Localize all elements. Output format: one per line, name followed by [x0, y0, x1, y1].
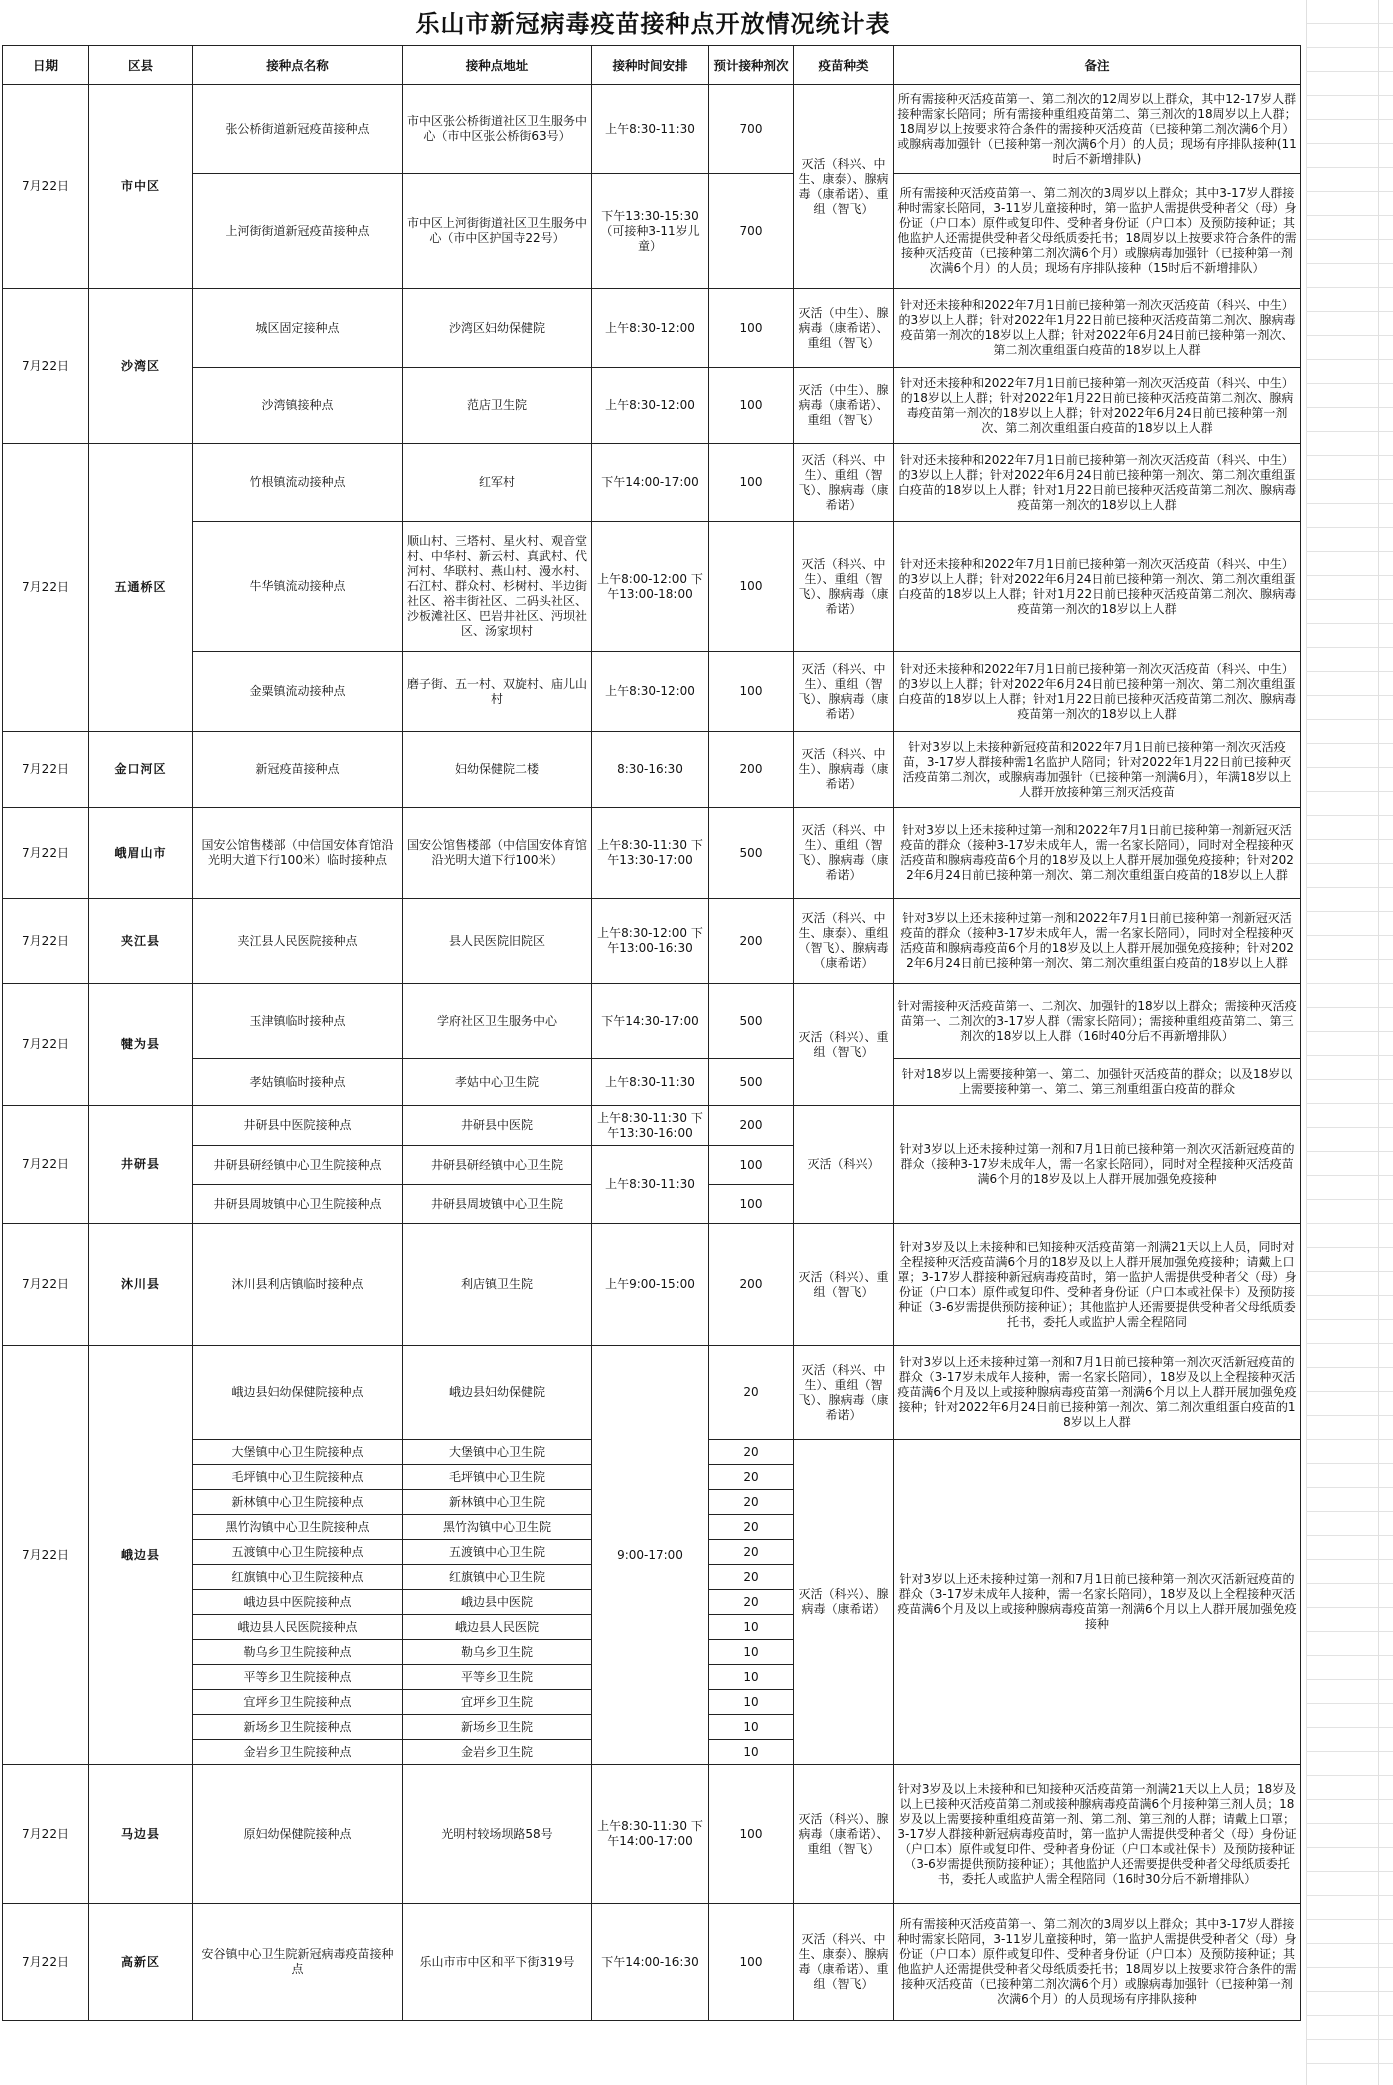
- doses-cell: 100: [709, 444, 794, 522]
- site-address-cell: 妇幼保健院二楼: [403, 732, 592, 808]
- header-date: 日期: [3, 46, 89, 85]
- header-time: 接种时间安排: [592, 46, 709, 85]
- doses-cell: 500: [709, 984, 794, 1059]
- time-cell: 上午8:30-12:00: [592, 289, 709, 368]
- vaccine-type-cell: 灭活（科兴、中生）、重组（智飞）、腺病毒（康希诺）: [794, 652, 894, 732]
- note-cell: 所有需接种灭活疫苗第一、第二剂次的12周岁以上群众，其中12-17岁人群接种需家长陪同；所有需接种重组疫苗第二、第三剂次的18周岁以上人群；18周岁以上按要求符合条件的需接种灭活疫苗（已接种第二剂次满6个月）或腺病毒加强针（已接种第一剂次满6个月）的人员；现场有序排队接种(11时后不新增排队): [894, 85, 1301, 174]
- site-name-cell: 原妇幼保健院接种点: [193, 1765, 403, 1904]
- table-row: [3, 1346, 1301, 1440]
- site-name-cell: 金岩乡卫生院接种点: [193, 1740, 403, 1765]
- site-address-cell: 峨边县人民医院: [403, 1615, 592, 1640]
- time-cell: 上午8:30-12:00: [592, 652, 709, 732]
- table-row: [3, 289, 1301, 368]
- table-row: [3, 652, 1301, 732]
- site-name-cell: 峨边县人民医院接种点: [193, 1615, 403, 1640]
- vaccine-type-cell: 灭活（科兴、中生）、重组（智飞）、腺病毒（康希诺）: [794, 808, 894, 899]
- doses-cell: 10: [709, 1690, 794, 1715]
- vaccine-type-cell: 灭活（中生）、腺病毒（康希诺）、重组（智飞）: [794, 368, 894, 444]
- vaccine-type-cell: 灭活（科兴、中生、康泰）、腺病毒（康希诺）、重组（智飞）: [794, 85, 894, 289]
- site-address-cell: 大堡镇中心卫生院: [403, 1440, 592, 1465]
- doses-cell: 200: [709, 899, 794, 984]
- site-address-cell: 沙湾区妇幼保健院: [403, 289, 592, 368]
- doses-cell: 10: [709, 1640, 794, 1665]
- site-address-cell: 新场乡卫生院: [403, 1715, 592, 1740]
- county-cell: 五通桥区: [89, 444, 193, 732]
- site-address-cell: 峨边县妇幼保健院: [403, 1346, 592, 1440]
- time-cell: 上午8:30-11:30 下午13:30-16:00: [592, 1106, 709, 1146]
- note-cell: 针对3岁以上未接种新冠疫苗和2022年7月1日前已接种第一剂次灭活疫苗，3-17岁人群接种需1名监护人陪同；针对2022年1月22日前已接种灭活疫苗第二剂次，或腺病毒加强针（已接种第一剂满6月），年满18岁以上人群开放接种第三剂灭活疫苗: [894, 732, 1301, 808]
- site-address-cell: 利店镇卫生院: [403, 1224, 592, 1346]
- site-name-cell: 红旗镇中心卫生院接种点: [193, 1565, 403, 1590]
- county-cell: 金口河区: [89, 732, 193, 808]
- header-site-name: 接种点名称: [193, 46, 403, 85]
- site-address-cell: 范店卫生院: [403, 368, 592, 444]
- time-cell: 下午14:00-16:30: [592, 1904, 709, 2021]
- note-cell: 针对3岁以上还未接种过第一剂和7月1日前已接种第一剂次灭活新冠疫苗的群众（3-17岁未成年人接种，需一名家长陪同），18岁及以上全程接种灭活疫苗满6个月及以上或接种腺病毒疫苗第一剂满6个月以上人群开展加强免疫接种；针对2022年6月24日前已接种第一剂次、第二剂次重组蛋白疫苗的18岁以上人群: [894, 1346, 1301, 1440]
- site-address-cell: 国安公馆售楼部（中信国安体育馆沿光明大道下行100米）: [403, 808, 592, 899]
- grid-line: [1378, 0, 1379, 2085]
- note-cell: 针对还未接种和2022年7月1日前已接种第一剂次灭活疫苗（科兴、中生）的3岁以上人群；针对2022年6月24日前已接种第一剂次、第二剂次重组蛋白疫苗的18岁以上人群；针对1月22日前已接种灭活疫苗第二剂次、腺病毒疫苗第一剂次的18岁以上人群: [894, 444, 1301, 522]
- date-cell: 7月22日: [3, 984, 89, 1106]
- site-name-cell: 新林镇中心卫生院接种点: [193, 1490, 403, 1515]
- site-address-cell: 勒乌乡卫生院: [403, 1640, 592, 1665]
- note-cell: 针对还未接种和2022年7月1日前已接种第一剂次灭活疫苗（科兴、中生）的3岁以上人群；针对2022年1月22日前已接种灭活疫苗第二剂次、腺病毒疫苗第一剂次的18岁以上人群；针对2022年6月24日前已接种第一剂次、第二剂次重组蛋白疫苗的18岁以上人群: [894, 289, 1301, 368]
- header-row: [3, 46, 1301, 85]
- time-cell: 上午8:00-12:00 下午13:00-18:00: [592, 522, 709, 652]
- site-address-cell: 市中区张公桥街道社区卫生服务中心（市中区张公桥街63号）: [403, 85, 592, 174]
- time-cell: 上午9:00-15:00: [592, 1224, 709, 1346]
- header-vaccine-type: 疫苗种类: [794, 46, 894, 85]
- note-cell: 针对3岁以上还未接种过第一剂和2022年7月1日前已接种第一剂新冠灭活疫苗的群众（接种3-17岁未成年人，需一名家长陪同），同时对全程接种灭活疫苗和腺病毒疫苗6个月的18岁及以上人群开展加强免疫接种；针对2022年6月24日前已接种第一剂次、第二剂次重组蛋白疫苗的18岁以上人群: [894, 808, 1301, 899]
- doses-cell: 20: [709, 1590, 794, 1615]
- date-cell: 7月22日: [3, 1106, 89, 1224]
- site-name-cell: 沐川县利店镇临时接种点: [193, 1224, 403, 1346]
- empty-grid-area: [1306, 0, 1393, 2085]
- site-name-cell: 井研县中医院接种点: [193, 1106, 403, 1146]
- time-cell: 下午14:30-17:00: [592, 984, 709, 1059]
- table-row: [3, 1106, 1301, 1146]
- county-cell: 高新区: [89, 1904, 193, 2021]
- doses-cell: 200: [709, 1106, 794, 1146]
- table-row: [3, 368, 1301, 444]
- county-cell: 沙湾区: [89, 289, 193, 444]
- date-cell: 7月22日: [3, 732, 89, 808]
- doses-cell: 200: [709, 732, 794, 808]
- date-cell: 7月22日: [3, 899, 89, 984]
- sheet-title: 乐山市新冠病毒疫苗接种点开放情况统计表: [415, 10, 891, 38]
- site-name-cell: 竹根镇流动接种点: [193, 444, 403, 522]
- doses-cell: 100: [709, 1185, 794, 1224]
- county-cell: 峨眉山市: [89, 808, 193, 899]
- time-cell: 上午8:30-11:30: [592, 1059, 709, 1106]
- site-name-cell: 平等乡卫生院接种点: [193, 1665, 403, 1690]
- site-name-cell: 峨边县妇幼保健院接种点: [193, 1346, 403, 1440]
- doses-cell: 10: [709, 1665, 794, 1690]
- site-name-cell: 玉津镇临时接种点: [193, 984, 403, 1059]
- doses-cell: 20: [709, 1540, 794, 1565]
- county-cell: 峨边县: [89, 1346, 193, 1765]
- site-address-cell: 黑竹沟镇中心卫生院: [403, 1515, 592, 1540]
- time-cell: 上午8:30-11:30: [592, 1146, 709, 1224]
- vaccine-type-cell: 灭活（科兴）、腺病毒（康希诺）、重组（智飞）: [794, 1765, 894, 1904]
- doses-cell: 500: [709, 808, 794, 899]
- doses-cell: 100: [709, 1904, 794, 2021]
- note-cell: 所有需接种灭活疫苗第一、第二剂次的3周岁以上群众；其中3-17岁人群接种时需家长陪同，3-11岁儿童接种时，第一监护人需提供受种者父（母）身份证（户口本）原件或复印件、受种者身份证（户口本）及预防接种证；其他监护人还需提供受种者父母纸质委托书；18周岁以上按要求符合条件的需接种灭活疫苗（已接种第二剂次满6个月）或腺病毒加强针（已接种第一剂次满6个月）的人员现场有序排队接种: [894, 1904, 1301, 2021]
- time-cell: 上午8:30-11:30: [592, 85, 709, 174]
- note-cell: 所有需接种灭活疫苗第一、第二剂次的3周岁以上群众；其中3-17岁人群接种时需家长陪同，3-11岁儿童接种时，第一监护人需提供受种者父（母）身份证（户口本）原件或复印件、受种者身份证（户口本）及预防接种证；其他监护人还需提供受种者父母纸质委托书；18周岁以上按要求符合条件的需接种灭活疫苗（已接种第二剂次满6个月）或腺病毒加强针（已接种第一剂次满6个月）的人员；现场有序排队接种（15时后不新增排队）: [894, 174, 1301, 289]
- doses-cell: 100: [709, 368, 794, 444]
- header-county: 区县: [89, 46, 193, 85]
- site-address-cell: 红军村: [403, 444, 592, 522]
- county-cell: 犍为县: [89, 984, 193, 1106]
- date-cell: 7月22日: [3, 444, 89, 732]
- table-row: [3, 1224, 1301, 1346]
- note-cell: 针对18岁以上需要接种第一、第二、加强针灭活疫苗的群众；以及18岁以上需要接种第一、第二、第三剂重组蛋白疫苗的群众: [894, 1059, 1301, 1106]
- site-name-cell: 孝姑镇临时接种点: [193, 1059, 403, 1106]
- site-address-cell: 新林镇中心卫生院: [403, 1490, 592, 1515]
- doses-cell: 20: [709, 1440, 794, 1465]
- site-name-cell: 井研县周坡镇中心卫生院接种点: [193, 1185, 403, 1224]
- table-row: [3, 522, 1301, 652]
- table-row: [3, 1904, 1301, 2021]
- note-cell: 针对3岁以上还未接种过第一剂和7月1日前已接种第一剂次灭活新冠疫苗的群众（3-17岁未成年人接种，需一名家长陪同），18岁及以上全程接种灭活疫苗满6个月及以上或接种腺病毒疫苗第一剂满6个月以上人群开展加强免疫接种: [894, 1440, 1301, 1765]
- site-address-cell: 县人民医院旧院区: [403, 899, 592, 984]
- doses-cell: 700: [709, 85, 794, 174]
- vaccine-type-cell: 灭活（科兴、中生、康泰）、腺病毒（康希诺）、重组（智飞）: [794, 1904, 894, 2021]
- doses-cell: 20: [709, 1346, 794, 1440]
- site-address-cell: 宜坪乡卫生院: [403, 1690, 592, 1715]
- table-row: [3, 732, 1301, 808]
- table-row: [3, 444, 1301, 522]
- site-address-cell: 红旗镇中心卫生院: [403, 1565, 592, 1590]
- site-name-cell: 新冠疫苗接种点: [193, 732, 403, 808]
- site-name-cell: 安谷镇中心卫生院新冠病毒疫苗接种点: [193, 1904, 403, 2021]
- table-row: [3, 808, 1301, 899]
- site-address-cell: 五渡镇中心卫生院: [403, 1540, 592, 1565]
- time-cell: 下午13:30-15:30（可接种3-11岁儿童）: [592, 174, 709, 289]
- site-name-cell: 五渡镇中心卫生院接种点: [193, 1540, 403, 1565]
- site-address-cell: 光明村较场坝路58号: [403, 1765, 592, 1904]
- doses-cell: 100: [709, 289, 794, 368]
- date-cell: 7月22日: [3, 1904, 89, 2021]
- doses-cell: 200: [709, 1224, 794, 1346]
- site-address-cell: 毛坪镇中心卫生院: [403, 1465, 592, 1490]
- site-address-cell: 平等乡卫生院: [403, 1665, 592, 1690]
- note-cell: 针对需接种灭活疫苗第一、二剂次、加强针的18岁以上群众；需接种灭活疫苗第一、二剂次的3-17岁人群（需家长陪同）；需接种重组疫苗第二、第三剂次的18岁以上人群（16时40分后不再新增排队）: [894, 984, 1301, 1059]
- date-cell: 7月22日: [3, 1765, 89, 1904]
- note-cell: 针对3岁及以上未接种和已知接种灭活疫苗第一剂满21天以上人员，同时对全程接种灭活疫苗满6个月的18岁及以上人群开展加强免疫接种；请戴上口罩；3-17岁人群接种新冠病毒疫苗时，第一监护人需提供受种者父（母）身份证（户口本）原件或复印件、受种者身份证（户口本或社保卡）及预防接种证（3-6岁需提供预防接种证）；其他监护人还需要提供受种者父母纸质委托书，委托人或监护人需全程陪同: [894, 1224, 1301, 1346]
- county-cell: 马边县: [89, 1765, 193, 1904]
- doses-cell: 20: [709, 1490, 794, 1515]
- site-address-cell: 市中区上河街街道社区卫生服务中心（市中区护国寺22号）: [403, 174, 592, 289]
- vaccine-type-cell: 灭活（科兴、中生）、重组（智飞）、腺病毒（康希诺）: [794, 1346, 894, 1440]
- site-address-cell: 井研县中医院: [403, 1106, 592, 1146]
- site-name-cell: 沙湾镇接种点: [193, 368, 403, 444]
- time-cell: 上午8:30-12:00 下午13:00-16:30: [592, 899, 709, 984]
- doses-cell: 20: [709, 1515, 794, 1540]
- header-site-address: 接种点地址: [403, 46, 592, 85]
- doses-cell: 100: [709, 522, 794, 652]
- doses-cell: 700: [709, 174, 794, 289]
- vaccine-type-cell: 灭活（科兴、中生、康泰）、重组（智飞）、腺病毒（康希诺）: [794, 899, 894, 984]
- table-row: [3, 1765, 1301, 1904]
- site-name-cell: 勒乌乡卫生院接种点: [193, 1640, 403, 1665]
- site-name-cell: 上河街街道新冠疫苗接种点: [193, 174, 403, 289]
- vaccine-type-cell: 灭活（科兴、中生）、重组（智飞）、腺病毒（康希诺）: [794, 444, 894, 522]
- site-name-cell: 宜坪乡卫生院接种点: [193, 1690, 403, 1715]
- doses-cell: 100: [709, 1146, 794, 1185]
- time-cell: 上午8:30-11:30 下午14:00-17:00: [592, 1765, 709, 1904]
- vaccine-type-cell: 灭活（中生）、腺病毒（康希诺）、重组（智飞）: [794, 289, 894, 368]
- doses-cell: 20: [709, 1565, 794, 1590]
- site-address-cell: 乐山市市中区和平下街319号: [403, 1904, 592, 2021]
- doses-cell: 10: [709, 1740, 794, 1765]
- date-cell: 7月22日: [3, 1346, 89, 1765]
- vaccine-type-cell: 灭活（科兴）: [794, 1106, 894, 1224]
- site-address-cell: 磨子街、五一村、双旋村、庙儿山村: [403, 652, 592, 732]
- header-doses: 预计接种剂次: [709, 46, 794, 85]
- site-name-cell: 大堡镇中心卫生院接种点: [193, 1440, 403, 1465]
- site-name-cell: 夹江县人民医院接种点: [193, 899, 403, 984]
- site-address-cell: 金岩乡卫生院: [403, 1740, 592, 1765]
- date-cell: 7月22日: [3, 1224, 89, 1346]
- doses-cell: 20: [709, 1465, 794, 1490]
- site-name-cell: 城区固定接种点: [193, 289, 403, 368]
- site-address-cell: 井研县周坡镇中心卫生院: [403, 1185, 592, 1224]
- vaccine-type-cell: 灭活（科兴、中生）、重组（智飞）、腺病毒（康希诺）: [794, 522, 894, 652]
- site-name-cell: 牛华镇流动接种点: [193, 522, 403, 652]
- note-cell: 针对3岁及以上未接种和已知接种灭活疫苗第一剂满21天以上人员；18岁及以上已接种灭活疫苗第二剂或接种腺病毒疫苗满6个月接种第三剂人员；18岁及以上需要接种重组疫苗第一剂、第二剂、第三剂的人群；请戴上口罩；3-17岁人群接种新冠病毒疫苗时，第一监护人需提供受种者父（母）身份证（户口本）原件或复印件、受种者身份证（户口本或社保卡）及预防接种证（3-6岁需提供预防接种证）；其他监护人还需要提供受种者父母纸质委托书，委托人或监护人需全程陪同（16时30分后不新增排队）: [894, 1765, 1301, 1904]
- doses-cell: 10: [709, 1615, 794, 1640]
- doses-cell: 100: [709, 652, 794, 732]
- doses-cell: 500: [709, 1059, 794, 1106]
- site-address-cell: 峨边县中医院: [403, 1590, 592, 1615]
- time-cell: 9:00-17:00: [592, 1346, 709, 1765]
- vaccine-type-cell: 灭活（科兴、中生）、腺病毒（康希诺）: [794, 732, 894, 808]
- date-cell: 7月22日: [3, 85, 89, 289]
- site-address-cell: 井研县研经镇中心卫生院: [403, 1146, 592, 1185]
- site-name-cell: 峨边县中医院接种点: [193, 1590, 403, 1615]
- note-cell: 针对还未接种和2022年7月1日前已接种第一剂次灭活疫苗（科兴、中生）的3岁以上人群；针对2022年6月24日前已接种第一剂次、第二剂次重组蛋白疫苗的18岁以上人群；针对1月22日前已接种灭活疫苗第二剂次、腺病毒疫苗第一剂次的18岁以上人群: [894, 522, 1301, 652]
- table-row: [3, 1059, 1301, 1106]
- site-name-cell: 国安公馆售楼部（中信国安体育馆沿光明大道下行100米）临时接种点: [193, 808, 403, 899]
- site-name-cell: 金粟镇流动接种点: [193, 652, 403, 732]
- site-address-cell: 顺山村、三塔村、星火村、观音堂村、中华村、新云村、真武村、代河村、华联村、燕山村、漫水村、石江村、群众村、杉树村、半边街社区、裕丰街社区、二码头社区、沙板滩社区、巴岩井社区、沔坝社区、汤家坝村: [403, 522, 592, 652]
- note-cell: 针对3岁以上还未接种过第一剂和2022年7月1日前已接种第一剂新冠灭活疫苗的群众（接种3-17岁未成年人，需一名家长陪同），同时对全程接种灭活疫苗和腺病毒疫苗6个月的18岁及以上人群开展加强免疫接种；针对2022年6月24日前已接种第一剂次、第二剂次重组蛋白疫苗的18岁以上人群: [894, 899, 1301, 984]
- vaccine-type-cell: 灭活（科兴）、腺病毒（康希诺）: [794, 1440, 894, 1765]
- vaccine-type-cell: 灭活（科兴）、重组（智飞）: [794, 984, 894, 1106]
- site-name-cell: 新场乡卫生院接种点: [193, 1715, 403, 1740]
- time-cell: 下午14:00-17:00: [592, 444, 709, 522]
- doses-cell: 100: [709, 1765, 794, 1904]
- table-row: [3, 984, 1301, 1059]
- date-cell: 7月22日: [3, 289, 89, 444]
- county-cell: 井研县: [89, 1106, 193, 1224]
- grid-line: [1306, 0, 1307, 2085]
- site-name-cell: 井研县研经镇中心卫生院接种点: [193, 1146, 403, 1185]
- county-cell: 夹江县: [89, 899, 193, 984]
- time-cell: 上午8:30-12:00: [592, 368, 709, 444]
- county-cell: 市中区: [89, 85, 193, 289]
- doses-cell: 10: [709, 1715, 794, 1740]
- table-row: [3, 899, 1301, 984]
- time-cell: 上午8:30-11:30 下午13:30-17:00: [592, 808, 709, 899]
- site-name-cell: 黑竹沟镇中心卫生院接种点: [193, 1515, 403, 1540]
- vaccine-type-cell: 灭活（科兴）、重组（智飞）: [794, 1224, 894, 1346]
- vaccination-table: [2, 45, 1301, 2021]
- site-address-cell: 孝姑中心卫生院: [403, 1059, 592, 1106]
- site-name-cell: 毛坪镇中心卫生院接种点: [193, 1465, 403, 1490]
- county-cell: 沐川县: [89, 1224, 193, 1346]
- note-cell: 针对3岁以上还未接种过第一剂和7月1日前已接种第一剂次灭活新冠疫苗的群众（接种3-17岁未成年人，需一名家长陪同），同时对全程接种灭活疫苗满6个月的18岁及以上人群开展加强免疫接种: [894, 1106, 1301, 1224]
- header-notes: 备注: [894, 46, 1301, 85]
- site-address-cell: 学府社区卫生服务中心: [403, 984, 592, 1059]
- time-cell: 8:30-16:30: [592, 732, 709, 808]
- date-cell: 7月22日: [3, 808, 89, 899]
- table-row: [3, 85, 1301, 174]
- note-cell: 针对还未接种和2022年7月1日前已接种第一剂次灭活疫苗（科兴、中生）的18岁以上人群；针对2022年1月22日前已接种灭活疫苗第二剂次、腺病毒疫苗第一剂次的18岁以上人群；针对2022年6月24日前已接种第一剂次、第二剂次重组蛋白疫苗的18岁以上人群: [894, 368, 1301, 444]
- table-row: [3, 174, 1301, 289]
- note-cell: 针对还未接种和2022年7月1日前已接种第一剂次灭活疫苗（科兴、中生）的3岁以上人群；针对2022年6月24日前已接种第一剂次、第二剂次重组蛋白疫苗的18岁以上人群；针对1月22日前已接种灭活疫苗第二剂次、腺病毒疫苗第一剂次的18岁以上人群: [894, 652, 1301, 732]
- site-name-cell: 张公桥街道新冠疫苗接种点: [193, 85, 403, 174]
